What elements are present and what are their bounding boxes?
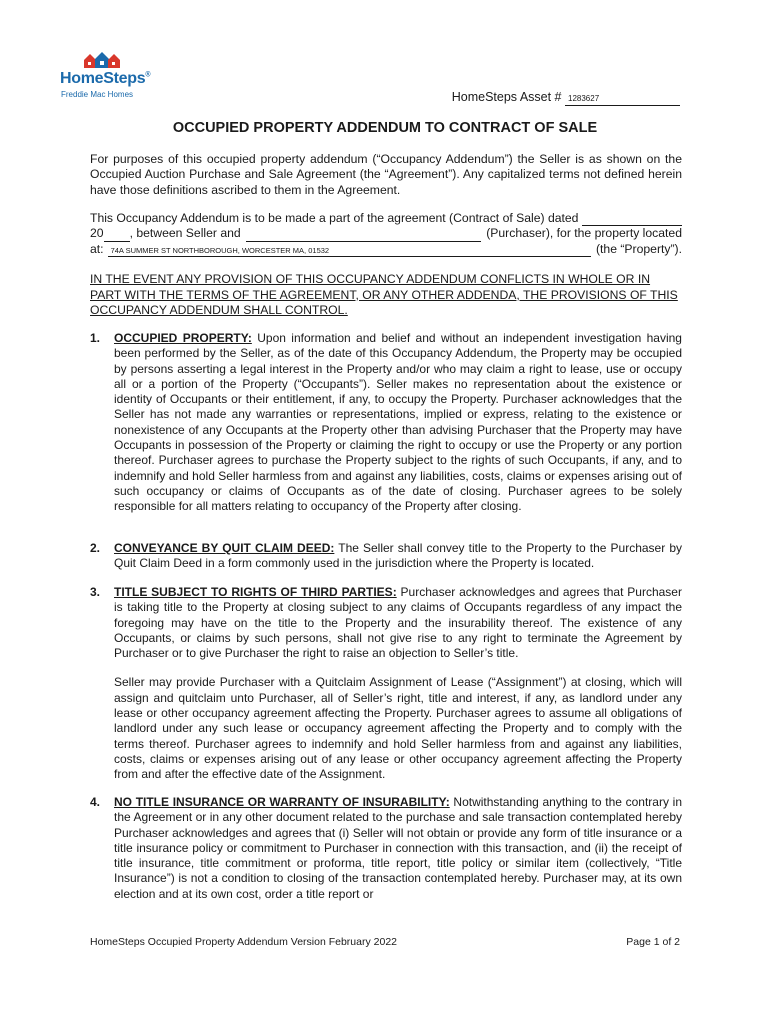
asset-value[interactable]: 1283627 [565,93,680,106]
section-text: Upon information and belief and without an independent investigation having been performed by the Seller, as of the date of this Occupancy Addendum, the Property may be occupied by persons asserting a legal interest in the Property and/or who may claim a right to lease, use or occupy all or a portion of the Property (“Occupants”). Seller makes no representation about the existence or identity of Occupants or their entitlement, if any, to occupy the Property. Purchaser acknowledges that the Seller has not made any warranties or representations, implied or express, relating to the existence or nonexistence of any Occupants at the Property other than advising Purchaser that the Property may have Occupants in possession of the Property or claiming the right to occupy or use the Property or any portion thereof. Purchaser agrees to purchase the Property subject to the rights of such Occupants, if any, and to indemnify and hold Seller harmless from and against any liabilities, costs, claims or expenses arising out of such occupancy or claims of Occupants as of the date of closing. Purchaser agrees to be solely responsible for all matters relating to occupancy of the Property after closing. [114,331,682,514]
at-label: at: [90,241,104,256]
section-no-title-insurance [90,795,682,902]
section-heading: OCCUPIED PROPERTY: [114,331,252,345]
intro-paragraph: For purposes of this occupied property addendum (“Occupancy Addendum”) the Seller is as shown on the Occupied Auction Purchase and Sale Agreement (the “Agreement”). Any capitalized terms not defined herein have those definitions ascribed to them in the Agreement. [90,152,682,197]
homesteps-logo [60,50,150,102]
parties-line2-purchaser: (Purchaser), for the property located [486,226,682,241]
logo-trademark: ® [145,71,151,79]
section-conveyance [90,541,682,572]
section-text-continued: Seller may provide Purchaser with a Quitclaim Assignment of Lease (“Assignment”) at closing, which will assign and quitclaim unto Purchaser, all of Seller’s right, title and interest, if any, as landlord under any lease or other occupancy agreement affecting the Property. Purchaser agrees to assume all obligations of landlord under any such lease or occupancy agreement affecting the Property and to comply with the terms thereof. Purchaser agrees to indemnify and hold Seller harmless from and against any liabilities, costs, claims or expenses arising out of any lease or other occupancy agreement affecting the Property from and after the effective date of the Assignment. [114,675,682,782]
section-text: Notwithstanding anything to the contrary in the Agreement or in any other document related to the purchase and sale transaction contemplated hereby Purchaser acknowledges and agrees that (i) Seller will not obtain or provide any form of title insurance or a title insurance policy or commitment to Purchaser in connection with this transaction, and (ii) the receipt of title insurance, title commitment or proforma, title report, title policy or similar item (collectively, “Title Insurance”) is not a condition to closing of the transaction contemplated hereby. Purchaser may, at its own election and at its own cost, order a title report or [114,795,682,901]
section-text: The Seller shall convey title to the Property to the Purchaser by Quit Claim Deed in a form commonly used in the jurisdiction where the Property is located. [114,541,682,571]
section-heading: TITLE SUBJECT TO RIGHTS OF THIRD PARTIES: [114,585,397,599]
year-field[interactable] [104,230,130,242]
section-text: Purchaser acknowledges and agrees that Purchaser is taking title to the Property at closing subject to any claims of Occupants regardless of any impact the foregoing may have on the title to the Property and the insurability thereof. The existence of any Occupants, or claims by such persons, shall not give rise to any right to terminate the Agreement by Purchaser or to give Purchaser the right to raise an objection to Seller’s title. [114,585,682,661]
parties-line1: This Occupancy Addendum is to be made a part of the agreement (Contract of Sale) dated [90,211,579,225]
document-title: OCCUPIED PROPERTY ADDENDUM TO CONTRACT OF SALE [172,120,598,136]
parties-line2-seller: , between Seller and [129,226,241,241]
purchaser-name-field[interactable] [246,230,482,242]
parties-paragraph [90,211,682,257]
asset-number [452,90,680,106]
section-title-subject [90,585,682,783]
section-heading: NO TITLE INSURANCE OR WARRANTY OF INSURABILITY: [114,795,450,809]
footer-version: HomeSteps Occupied Property Addendum Version February 2022 [90,936,398,948]
logo-name: HomeSteps [60,70,146,87]
year-prefix: 20 [90,226,104,241]
asset-label: HomeSteps Asset # [451,90,562,104]
section-number: 4. [90,795,101,809]
footer-page-number: Page 1 of 2 [626,936,680,948]
logo-subtitle: Freddie Mac Homes [61,90,134,99]
section-heading: CONVEYANCE BY QUIT CLAIM DEED: [114,541,335,555]
parties-line3-property: (the “Property”). [595,241,682,256]
property-address-field[interactable]: 74A SUMMER ST NORTHBOROUGH, WORCESTER MA, 01532 [108,245,591,257]
section-number: 2. [90,541,101,555]
conflict-clause: IN THE EVENT ANY PROVISION OF THIS OCCUPANCY ADDENDUM CONFLICTS IN WHOLE OR IN PART WITH THE TERMS OF THE AGREEMENT, OR ANY OTHER ADDENDA, THE PROVISIONS OF THIS OCCUPANCY ADDENDUM SHALL CONTROL. [90,272,678,317]
section-number: 3. [90,585,101,599]
houses-icon [82,50,122,70]
contract-date-field[interactable] [582,214,682,226]
section-number: 1. [90,331,101,345]
section-occupied-property [90,331,682,515]
